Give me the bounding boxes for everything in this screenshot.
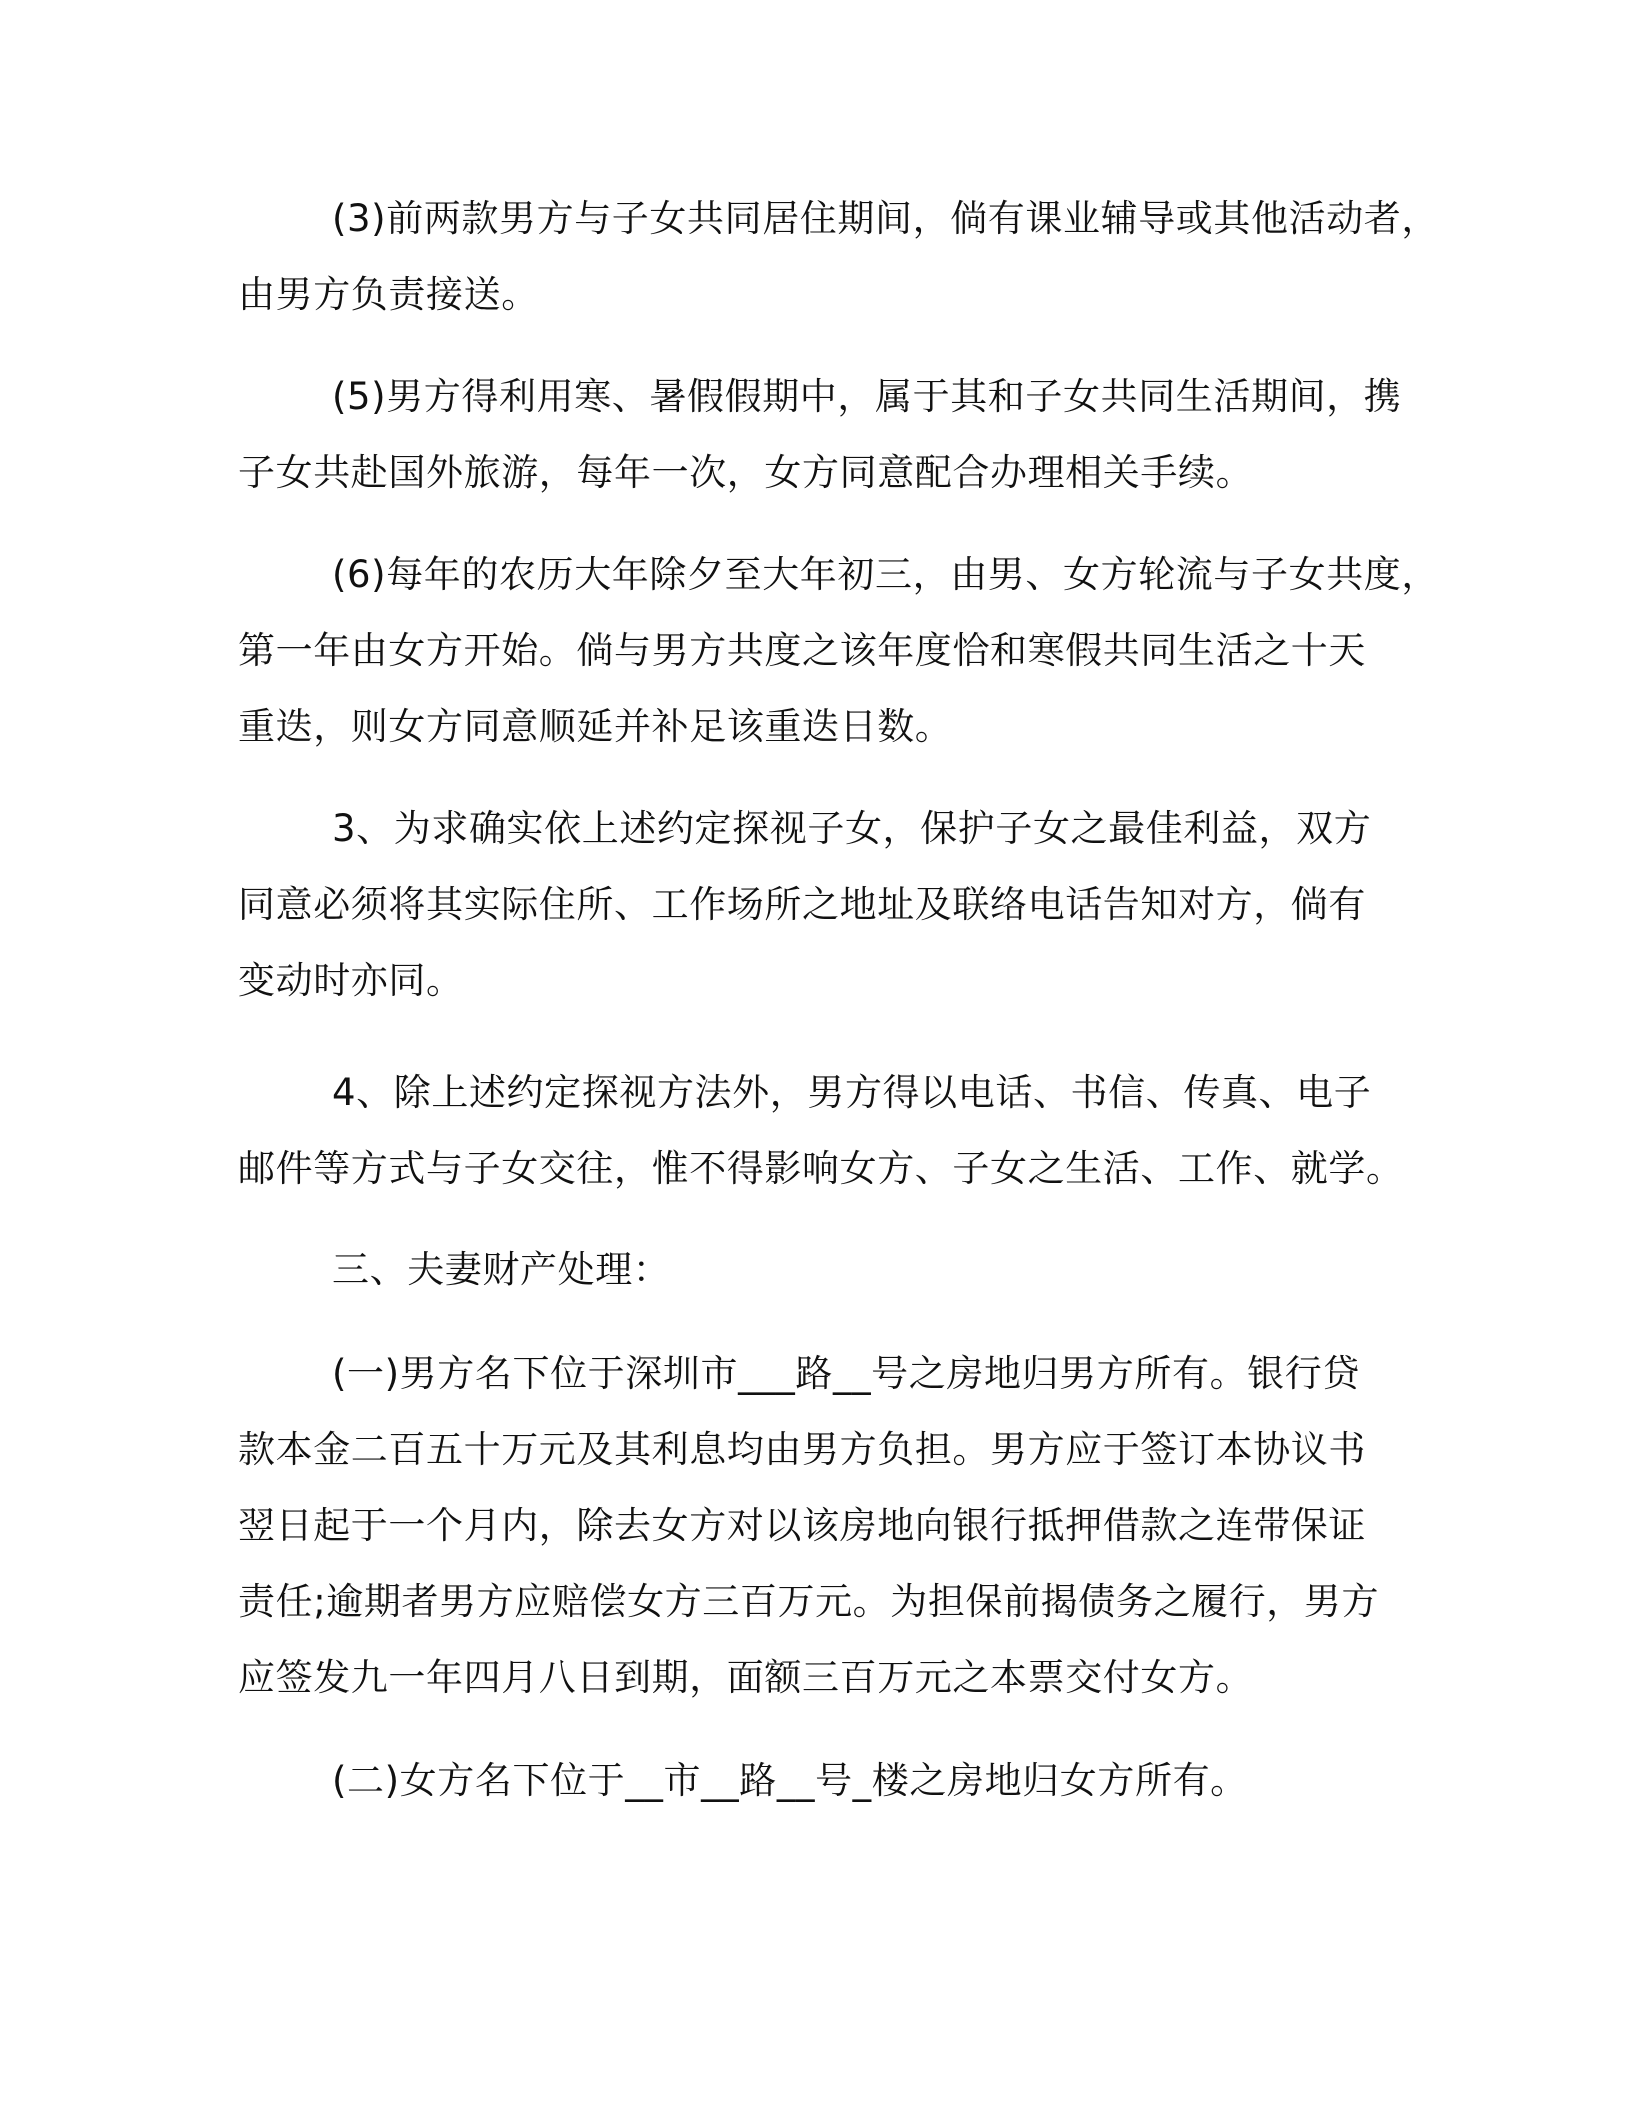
paragraph-cohabitation-transport [238,181,1440,333]
text-line: (6)每年的农历大年除夕至大年初三，由男、女方轮流与子女共度， [332,553,1440,596]
text-line: 应签发九一年四月八日到期，面额三百万元之本票交付女方。 [238,1656,1254,1699]
text-line: 同意必须将其实际住所、工作场所之地址及联络电话告知对方，倘有 [238,883,1366,926]
text-line: 重迭，则女方同意顺延并补足该重迭日数。 [238,705,953,748]
paragraph-holiday-travel [238,359,1428,511]
text-line: 子女共赴国外旅游，每年一次，女方同意配合办理相关手续。 [238,451,1254,494]
paragraph-husband-property [238,1336,1428,1716]
text-line: (一)男方名下位于深圳市___路__号之房地归男方所有。银行贷 [332,1352,1360,1395]
text-line: 变动时亦同。 [238,959,464,1002]
paragraph-lunar-new-year [238,537,1440,765]
paragraph-address-disclosure [238,791,1428,1019]
paragraph-wife-property [238,1743,1428,1819]
text-line: 4、除上述约定探视方法外，男方得以电话、书信、传真、电子 [332,1071,1372,1114]
text-line: 责任;逾期者男方应赔偿女方三百万元。为担保前揭债务之履行，男方 [238,1580,1380,1623]
text-line: (3)前两款男方与子女共同居住期间，倘有课业辅导或其他活动者， [332,197,1440,240]
text-line: (二)女方名下位于__市__路__号_楼之房地归女方所有。 [332,1759,1248,1802]
text-line: 由男方负责接送。 [238,273,539,316]
text-line: 第一年由女方开始。倘与男方共度之该年度恰和寒假共同生活之十天 [238,629,1366,672]
text-line: 3、为求确实依上述约定探视子女，保护子女之最佳利益，双方 [332,807,1372,850]
text-line: (5)男方得利用寒、暑假假期中，属于其和子女共同生活期间，携 [332,375,1402,418]
section-heading: 三、夫妻财产处理： [332,1248,671,1291]
text-line: 翌日起于一个月内，除去女方对以该房地向银行抵押借款之连带保证 [238,1504,1366,1547]
text-line: 款本金二百五十万元及其利息均由男方负担。男方应于签订本协议书 [238,1428,1366,1471]
paragraph-other-contact [238,1055,1428,1207]
section-heading-property [238,1232,1428,1308]
text-line: 邮件等方式与子女交往，惟不得影响女方、子女之生活、工作、就学。 [238,1147,1404,1190]
